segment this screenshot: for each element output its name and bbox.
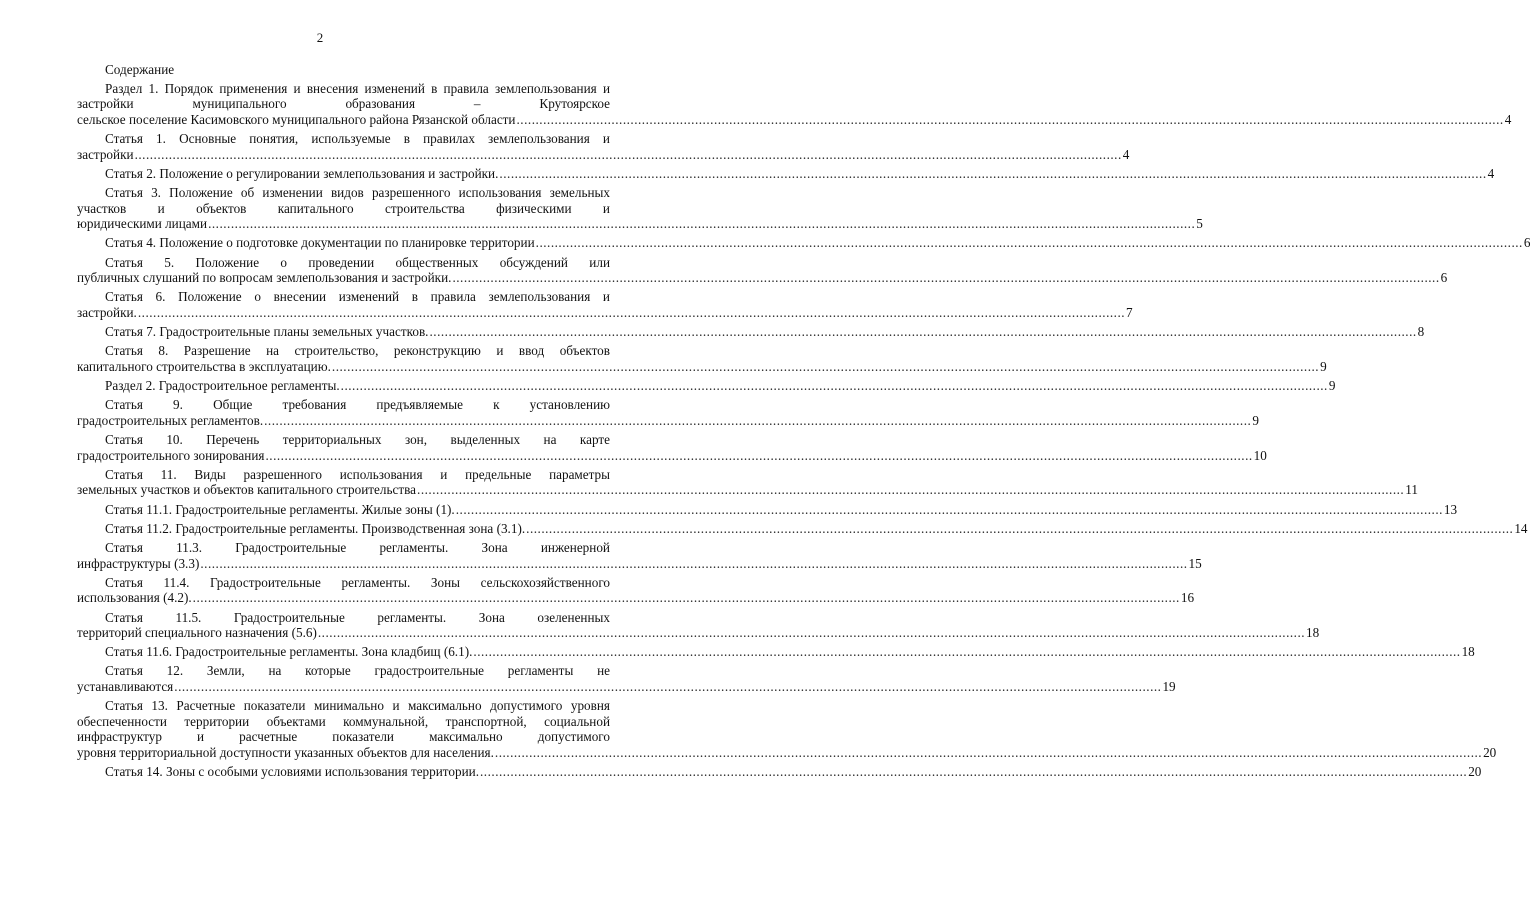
- toc-entry-text-end: Статья 11.2. Градостроительные регламенты. Производственная зона (3.1).: [105, 520, 526, 536]
- toc-entry[interactable]: [77, 501, 1458, 518]
- toc-entry-text: Статья 8. Разрешение на строительство, реконструкцию и ввод объектов: [105, 343, 610, 359]
- toc-entry[interactable]: [77, 466, 1418, 498]
- toc-entry-line: [77, 745, 1497, 761]
- dot-leader: ....................................................................................................................................................................................................................................................................: [455, 501, 1443, 517]
- toc-entry-text-end: градостроительных регламентов.: [77, 412, 264, 428]
- toc-entry[interactable]: [77, 764, 1482, 780]
- toc-entry[interactable]: [77, 235, 1530, 251]
- toc-entry-text-end: территорий специального назначения (5.6): [77, 625, 317, 641]
- toc-entry-line: [77, 324, 1425, 340]
- toc-entry-text-end: сельское поселение Касимовского муниципального района Рязанской области: [77, 111, 516, 127]
- dot-leader: ....................................................................................................................................................................................................................................................................: [192, 590, 1180, 606]
- toc-entry[interactable]: [77, 432, 1267, 463]
- toc-page-number: 18: [1461, 644, 1475, 660]
- toc-entry-line: [77, 378, 1336, 394]
- toc-page-number: 13: [1443, 501, 1458, 517]
- toc-entry[interactable]: [77, 378, 1336, 394]
- dot-leader: ....................................................................................................................................................................................................................................................................: [494, 745, 1483, 761]
- toc-page-number: 4: [1122, 146, 1130, 162]
- toc-entry[interactable]: [77, 663, 1176, 695]
- toc-entry[interactable]: [77, 520, 1528, 537]
- toc-page-number: 18: [1306, 625, 1320, 641]
- toc-page-number: 9: [1252, 412, 1259, 428]
- toc-entry-text-end: инфраструктуры (3.3): [77, 555, 200, 571]
- toc-list: [77, 80, 1530, 780]
- toc-entry-text: Статья 10. Перечень территориальных зон, выделенных на карте: [105, 432, 610, 447]
- page-number: 2: [316, 30, 324, 45]
- toc-page-number: 7: [1126, 304, 1133, 320]
- toc-entry-line: [77, 679, 1176, 695]
- toc-entry[interactable]: [77, 644, 1475, 660]
- toc-entry-line: [77, 482, 1418, 498]
- toc-entry-text-end: земельных участков и объектов капитального строительства: [77, 482, 417, 498]
- toc-page-number: 9: [1328, 378, 1336, 394]
- toc-entry[interactable]: [77, 165, 1495, 182]
- toc-entry-line: [77, 555, 1202, 572]
- toc-entry-line: [77, 644, 1475, 660]
- dot-leader: ....................................................................................................................................................................................................................................................................: [473, 644, 1461, 660]
- toc-page-number: 15: [1188, 555, 1202, 571]
- toc-entry[interactable]: [77, 539, 1202, 571]
- dot-leader: ....................................................................................................................................................................................................................................................................: [331, 358, 1320, 374]
- table-of-contents: [77, 62, 1530, 783]
- toc-entry-line: [77, 216, 1203, 232]
- toc-entry[interactable]: [77, 343, 1327, 374]
- toc-page-number: 10: [1253, 447, 1267, 463]
- toc-entry-text: Статья 11. Виды разрешенного использования и предельные параметры: [105, 466, 610, 482]
- toc-entry-text-end: Статья 11.6. Градостроительные регламенты. Зона кладбищ (6.1).: [105, 644, 473, 660]
- toc-entry-line: [77, 165, 1495, 182]
- dot-leader: ....................................................................................................................................................................................................................................................................: [340, 378, 1328, 394]
- toc-entry-text: Статья 6. Положение о внесении изменений в правила землепользования и: [105, 289, 610, 305]
- toc-entry-text: Статья 3. Положение об изменении видов разрешенного использования земельных участков и объектов капитального строительства физическими и: [77, 184, 610, 216]
- toc-title: Содержание: [105, 62, 175, 77]
- toc-entry-line: [77, 146, 1130, 163]
- toc-entry-text-end: Статья 14. Зоны с особыми условиями использования территории.: [105, 764, 479, 780]
- toc-entry-line: [77, 590, 1195, 606]
- toc-entry-text: Статья 11.5. Градостроительные регламенты. Зона озелененных: [105, 609, 610, 625]
- toc-entry-text: Статья 5. Положение о проведении общественных обсуждений или: [105, 254, 610, 270]
- toc-page-number: 6: [1523, 235, 1530, 251]
- toc-entry-text: Статья 1. Основные понятия, используемые в правилах землепользования и: [105, 130, 610, 146]
- dot-leader: ....................................................................................................................................................................................................................................................................: [516, 111, 1504, 127]
- dot-leader: ....................................................................................................................................................................................................................................................................: [429, 324, 1417, 340]
- toc-entry[interactable]: [77, 698, 1497, 761]
- dot-leader: ....................................................................................................................................................................................................................................................................: [174, 679, 1162, 695]
- toc-entry-line: [77, 520, 1528, 537]
- toc-entry-line: [77, 625, 1320, 641]
- toc-entry-line: [77, 270, 1448, 286]
- toc-entry[interactable]: [77, 184, 1203, 232]
- toc-entry-text-end: градостроительного зонирования: [77, 447, 265, 463]
- toc-entry-text-end: капитального строительства в эксплуатацию.: [77, 358, 331, 374]
- toc-entry-text: Статья 11.3. Градостроительные регламенты. Зона инженерной: [105, 539, 610, 555]
- toc-page-number: 16: [1180, 590, 1195, 606]
- toc-page-number: 20: [1483, 745, 1497, 761]
- toc-entry-text: Раздел 1. Порядок применения и внесения изменений в правила землепользования и застройки муниципального образования – Крутоярское: [77, 80, 610, 112]
- toc-entry-line: [77, 501, 1458, 518]
- toc-entry-text-end: Статья 2. Положение о регулировании землепользования и застройки.: [105, 165, 499, 181]
- dot-leader: ....................................................................................................................................................................................................................................................................: [264, 412, 1252, 428]
- toc-entry-line: [77, 304, 1133, 321]
- toc-page-number: 9: [1320, 358, 1327, 374]
- toc-entry-text-end: уровня территориальной доступности указанных объектов для населения.: [77, 745, 494, 761]
- toc-page-number: 4: [1504, 111, 1512, 127]
- dot-leader: ....................................................................................................................................................................................................................................................................: [452, 270, 1440, 286]
- toc-page-number: 20: [1468, 764, 1482, 780]
- toc-entry-text-end: юридическими лицами: [77, 216, 208, 232]
- dot-leader: ....................................................................................................................................................................................................................................................................: [535, 235, 1523, 251]
- toc-entry-line: [77, 412, 1259, 429]
- toc-entry-text-end: застройки: [77, 146, 134, 162]
- toc-entry[interactable]: [77, 609, 1320, 641]
- dot-leader: ....................................................................................................................................................................................................................................................................: [137, 304, 1126, 320]
- toc-page-number: 4: [1487, 165, 1495, 181]
- toc-entry[interactable]: [77, 397, 1259, 428]
- dot-leader: ....................................................................................................................................................................................................................................................................: [265, 447, 1253, 463]
- dot-leader: ....................................................................................................................................................................................................................................................................: [480, 764, 1468, 780]
- toc-entry-text-end: Статья 11.1. Градостроительные регламенты. Жилые зоны (1).: [105, 501, 455, 517]
- dot-leader: ....................................................................................................................................................................................................................................................................: [526, 520, 1514, 536]
- toc-entry-text: Статья 13. Расчетные показатели минимально и максимально допустимого уровня обеспеченности территории объектами коммунальной, транспортной, социальной инфраструктур и расчетные показатели максимально допустимого: [77, 698, 610, 745]
- toc-entry-text-end: Статья 7. Градостроительные планы земельных участков.: [105, 324, 429, 340]
- toc-entry[interactable]: [77, 324, 1425, 340]
- toc-entry-line: [77, 358, 1327, 375]
- toc-entry[interactable]: [77, 289, 1133, 320]
- dot-leader: ....................................................................................................................................................................................................................................................................: [208, 216, 1196, 232]
- toc-entry-line: [77, 447, 1267, 464]
- toc-entry-text-end: устанавливаются: [77, 679, 174, 695]
- toc-page-number: 6: [1440, 270, 1448, 286]
- toc-entry-text: Статья 12. Земли, на которые градостроительные регламенты не: [105, 663, 610, 679]
- dot-leader: ....................................................................................................................................................................................................................................................................: [200, 555, 1188, 571]
- toc-entry-text: Статья 9. Общие требования предъявляемые к установлению: [105, 397, 610, 413]
- toc-page-number: 8: [1417, 324, 1425, 340]
- toc-entry[interactable]: [77, 254, 1448, 286]
- toc-entry-text-end: застройки.: [77, 304, 137, 320]
- toc-page-number: 19: [1162, 679, 1176, 695]
- toc-entry[interactable]: [77, 80, 1512, 128]
- toc-entry-text-end: публичных слушаний по вопросам землепользования и застройки.: [77, 270, 452, 286]
- toc-entry-text-end: Раздел 2. Градостроительное регламенты.: [105, 378, 340, 394]
- dot-leader: ....................................................................................................................................................................................................................................................................: [317, 625, 1306, 641]
- dot-leader: ....................................................................................................................................................................................................................................................................: [499, 165, 1487, 181]
- toc-entry-line: [77, 764, 1482, 780]
- toc-entry-line: [77, 235, 1530, 251]
- toc-entry-line: [77, 111, 1512, 128]
- dot-leader: ....................................................................................................................................................................................................................................................................: [134, 146, 1122, 162]
- toc-page-number: 14: [1514, 520, 1528, 536]
- toc-entry-text-end: использования (4.2).: [77, 590, 192, 606]
- toc-page-number: 11: [1405, 482, 1418, 498]
- toc-entry[interactable]: [77, 130, 1130, 162]
- toc-entry-text: Статья 11.4. Градостроительные регламенты. Зоны сельскохозяйственного: [105, 574, 610, 590]
- toc-entry[interactable]: [77, 574, 1195, 606]
- dot-leader: ....................................................................................................................................................................................................................................................................: [417, 482, 1405, 498]
- toc-page-number: 5: [1196, 216, 1203, 232]
- toc-entry-text-end: Статья 4. Положение о подготовке документации по планировке территории: [105, 235, 535, 251]
